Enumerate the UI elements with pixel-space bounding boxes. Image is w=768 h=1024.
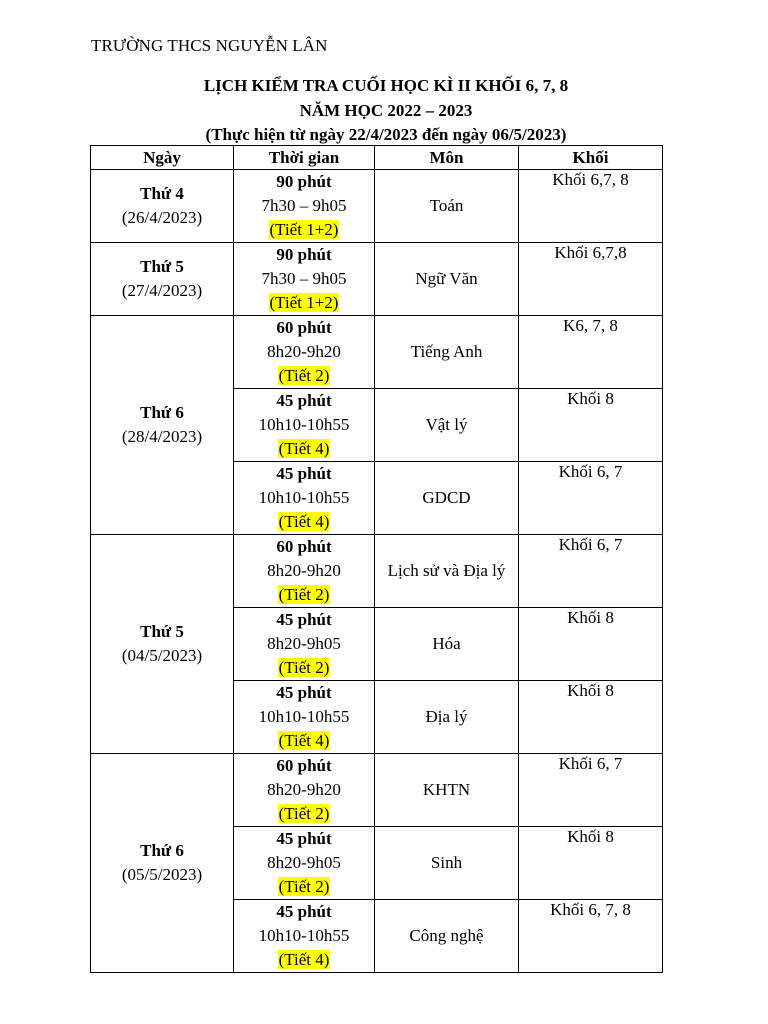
day-cell: [91, 754, 234, 973]
subject-cell: Địa lý: [375, 681, 519, 754]
exam-time: 8h20-9h20: [267, 342, 341, 361]
school-name: TRƯỜNG THCS NGUYỄN LÂN: [91, 36, 328, 55]
exam-time: 10h10-10h55: [258, 926, 350, 945]
day-date: (26/4/2023): [121, 208, 203, 227]
grade-cell: Khối 6, 7: [519, 754, 663, 827]
table-row: [91, 316, 663, 389]
exam-period: (Tiết 2): [278, 658, 330, 677]
exam-time: 10h10-10h55: [258, 415, 350, 434]
day-cell: [91, 170, 234, 243]
exam-period: (Tiết 4): [278, 950, 330, 969]
column-header-subject: Môn: [375, 146, 519, 170]
table-row: [91, 535, 663, 608]
exam-period: (Tiết 4): [278, 512, 330, 531]
day-date: (28/4/2023): [121, 427, 203, 446]
exam-period: (Tiết 2): [278, 585, 330, 604]
table-header-row: [91, 146, 663, 170]
exam-time: 8h20-9h20: [267, 561, 341, 580]
day-name: Thứ 6: [140, 403, 184, 422]
day-cell: [91, 535, 234, 754]
exam-period-wrapper: [234, 729, 374, 753]
exam-duration: 90 phút: [276, 245, 332, 264]
time-cell: [234, 389, 375, 462]
table-body: [91, 170, 663, 973]
subject-cell: Hóa: [375, 608, 519, 681]
time-cell: [234, 170, 375, 243]
exam-period-wrapper: [234, 948, 374, 972]
document-title-block: [0, 74, 768, 148]
column-header-grade: Khối: [519, 146, 663, 170]
exam-period: (Tiết 4): [278, 439, 330, 458]
exam-period-wrapper: [234, 364, 374, 388]
subject-cell: Ngữ Văn: [375, 243, 519, 316]
exam-time: 10h10-10h55: [258, 488, 350, 507]
exam-duration: 45 phút: [276, 683, 332, 702]
school-year: NĂM HỌC 2022 – 2023: [299, 100, 473, 120]
time-cell: [234, 316, 375, 389]
grade-cell: Khối 6, 7, 8: [519, 900, 663, 973]
exam-duration: 45 phút: [276, 829, 332, 848]
exam-period-wrapper: [234, 802, 374, 826]
document-title: LỊCH KIỂM TRA CUỐI HỌC KÌ II KHỐI 6, 7, 8: [203, 76, 569, 95]
exam-period-wrapper: [234, 437, 374, 461]
time-cell: [234, 608, 375, 681]
exam-duration: 60 phút: [276, 537, 332, 556]
grade-cell: Khối 6,7, 8: [519, 170, 663, 243]
exam-period: (Tiết 1+2): [269, 220, 339, 239]
exam-duration: 45 phút: [276, 464, 332, 483]
grade-cell: Khối 6, 7: [519, 462, 663, 535]
subject-cell: Lịch sử và Địa lý: [375, 535, 519, 608]
subject-cell: GDCD: [375, 462, 519, 535]
time-cell: [234, 827, 375, 900]
exam-time: 10h10-10h55: [258, 707, 350, 726]
exam-schedule-table: [90, 145, 663, 973]
exam-duration: 60 phút: [276, 756, 332, 775]
exam-time: 8h20-9h05: [267, 853, 341, 872]
day-name: Thứ 6: [140, 841, 184, 860]
day-cell: [91, 316, 234, 535]
grade-cell: Khối 6, 7: [519, 535, 663, 608]
grade-cell: Khối 8: [519, 827, 663, 900]
time-cell: [234, 681, 375, 754]
exam-period: (Tiết 1+2): [269, 293, 339, 312]
exam-duration: 60 phút: [276, 318, 332, 337]
grade-cell: Khối 8: [519, 681, 663, 754]
subject-cell: Sinh: [375, 827, 519, 900]
table-row: [91, 243, 663, 316]
exam-period-wrapper: [234, 875, 374, 899]
day-name: Thứ 5: [140, 257, 184, 276]
column-header-day: Ngày: [91, 146, 234, 170]
exam-period: (Tiết 4): [278, 731, 330, 750]
table-row: [91, 170, 663, 243]
time-cell: [234, 462, 375, 535]
day-cell: [91, 243, 234, 316]
grade-cell: K6, 7, 8: [519, 316, 663, 389]
day-date: (27/4/2023): [121, 281, 203, 300]
exam-time: 7h30 – 9h05: [261, 196, 347, 215]
exam-period: (Tiết 2): [278, 366, 330, 385]
table-row: [91, 754, 663, 827]
exam-time: 8h20-9h05: [267, 634, 341, 653]
grade-cell: Khối 6,7,8: [519, 243, 663, 316]
exam-period-wrapper: [234, 291, 374, 315]
exam-duration: 45 phút: [276, 391, 332, 410]
exam-period: (Tiết 2): [278, 804, 330, 823]
grade-cell: Khối 8: [519, 608, 663, 681]
time-cell: [234, 900, 375, 973]
exam-period-wrapper: [234, 656, 374, 680]
time-cell: [234, 243, 375, 316]
exam-time: 7h30 – 9h05: [261, 269, 347, 288]
exam-time: 8h20-9h20: [267, 780, 341, 799]
column-header-time: Thời gian: [234, 146, 375, 170]
date-range: (Thực hiện từ ngày 22/4/2023 đến ngày 06/5/2023): [205, 125, 567, 144]
subject-cell: Toán: [375, 170, 519, 243]
subject-cell: KHTN: [375, 754, 519, 827]
subject-cell: Công nghệ: [375, 900, 519, 973]
exam-duration: 45 phút: [276, 610, 332, 629]
day-date: (05/5/2023): [121, 865, 203, 884]
exam-duration: 90 phút: [276, 172, 332, 191]
day-name: Thứ 4: [140, 184, 184, 203]
exam-period-wrapper: [234, 583, 374, 607]
subject-cell: Tiếng Anh: [375, 316, 519, 389]
time-cell: [234, 535, 375, 608]
exam-duration: 45 phút: [276, 902, 332, 921]
time-cell: [234, 754, 375, 827]
exam-period-wrapper: [234, 218, 374, 242]
subject-cell: Vật lý: [375, 389, 519, 462]
exam-period: (Tiết 2): [278, 877, 330, 896]
grade-cell: Khối 8: [519, 389, 663, 462]
day-date: (04/5/2023): [121, 646, 203, 665]
exam-period-wrapper: [234, 510, 374, 534]
day-name: Thứ 5: [140, 622, 184, 641]
